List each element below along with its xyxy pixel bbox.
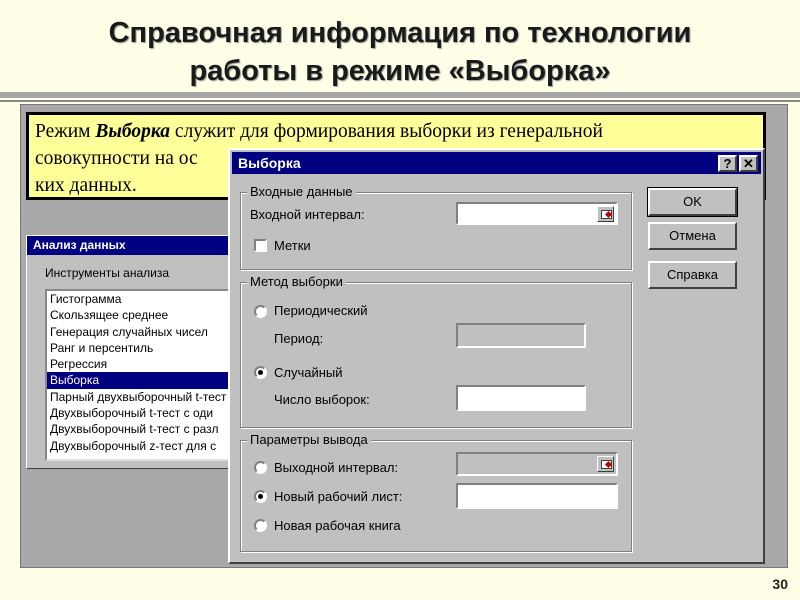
dialog-titlebar: [232, 152, 761, 174]
title-divider: [0, 92, 800, 98]
analysis-tools-list[interactable]: [45, 289, 249, 461]
period-label: Период:: [274, 331, 324, 346]
dialog-title: Выборка: [238, 155, 301, 171]
new-sheet-radio[interactable]: [254, 490, 267, 503]
random-label: Случайный: [274, 365, 343, 380]
list-item[interactable]: Скользящее среднее: [50, 308, 169, 323]
input-range-label: Входной интервал:: [250, 207, 365, 222]
labels-checkbox[interactable]: [254, 239, 267, 252]
note-prefix: Режим: [35, 121, 96, 142]
output-range-label: Выходной интервал:: [274, 460, 399, 475]
input-group-legend: Входные данные: [247, 184, 356, 199]
close-icon[interactable]: ✕: [739, 155, 758, 172]
note-mode-name: Выборка: [95, 121, 171, 142]
input-range-field[interactable]: [456, 202, 618, 225]
period-field[interactable]: [456, 323, 586, 348]
new-workbook-label: Новая рабочая книга: [274, 518, 401, 533]
ok-button[interactable]: OK: [648, 188, 737, 216]
help-icon[interactable]: ?: [718, 155, 737, 172]
list-item[interactable]: Генерация случайных чисел: [50, 324, 208, 339]
range-select-icon[interactable]: [597, 206, 614, 222]
periodic-label: Периодический: [274, 303, 368, 318]
sampling-dialog: [228, 148, 765, 564]
analysis-data-window: [26, 235, 248, 469]
help-button[interactable]: Справка: [648, 261, 737, 289]
slide-title-line1: Справочная информация по технологии: [108, 17, 692, 49]
list-item[interactable]: Регрессия: [50, 357, 108, 372]
new-sheet-label: Новый рабочий лист:: [274, 489, 403, 504]
list-item[interactable]: Двухвыборочный t-тест с разл: [50, 422, 219, 437]
slide-title-line2: работы в режиме «Выборка»: [189, 55, 611, 87]
sample-count-field[interactable]: [456, 385, 586, 411]
new-sheet-field[interactable]: [456, 483, 618, 509]
note-line3: ких данных.: [35, 175, 137, 196]
output-group-legend: Параметры вывода: [247, 432, 371, 447]
analysis-window-title: Анализ данных: [27, 236, 247, 255]
analysis-tools-label: Инструменты анализа: [45, 266, 170, 280]
list-item[interactable]: Ранг и персентиль: [50, 340, 154, 355]
list-item[interactable]: Парный двухвыборочный t-тест: [50, 389, 227, 404]
output-range-radio[interactable]: [254, 461, 267, 474]
output-range-select-icon[interactable]: [597, 456, 614, 472]
output-range-field[interactable]: [456, 452, 618, 476]
slide-title: [0, 14, 800, 90]
labels-checkbox-label: Метки: [274, 238, 311, 253]
sample-count-label: Число выборок:: [274, 392, 370, 407]
note-line2: совокупности на ос: [35, 148, 198, 169]
list-item[interactable]: Выборка: [47, 372, 247, 388]
new-workbook-radio[interactable]: [254, 519, 267, 532]
list-item[interactable]: Двухвыборочный t-тест с оди: [50, 406, 214, 421]
list-item[interactable]: Двухвыборочный z-тест для с: [50, 438, 217, 453]
periodic-radio[interactable]: [254, 305, 267, 318]
random-radio[interactable]: [254, 366, 267, 379]
slide-number: 30: [772, 576, 788, 592]
cancel-button[interactable]: Отмена: [648, 222, 737, 250]
note-line1-rest: служит для формирования выборки из генеральной: [170, 121, 603, 142]
title-divider-thin: [0, 100, 800, 102]
method-group-legend: Метод выборки: [247, 274, 346, 289]
list-item[interactable]: Гистограмма: [50, 292, 122, 306]
